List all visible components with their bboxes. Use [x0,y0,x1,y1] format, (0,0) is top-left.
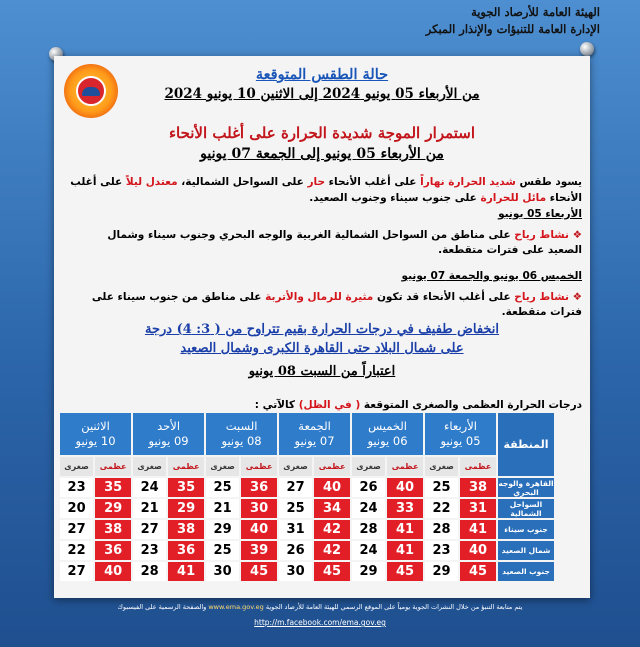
bullet-wind-thursday: ❖ نشاط رياح على أغلب الأنحاء قد تكون مثيرة للرمال والأتربة على مناطق من جنوب سيناء على فترات متقطعة. [91,291,582,318]
headline-heatwave: استمرار الموجة شديدة الحرارة على أغلب الأنحاء [168,124,476,142]
temperature-drop-line1: انخفاض طفيف في درجات الحرارة بقيم تتراوح من ( 3: 4) درجة [144,322,500,337]
max-temp-cell: 29 [167,498,205,519]
max-temp-cell: 29 [94,498,132,519]
min-temp-cell: 26 [278,540,313,561]
min-temp-cell: 29 [424,561,459,582]
region-name: شمال الصعيد [497,540,555,561]
day-header: الخميس 06 يونيو [351,412,424,456]
region-name: جنوب سيناء [497,519,555,540]
temperature-drop-date: اعتباراً من السبت 08 يونيو [248,364,396,379]
table-title: درجات الحرارة العظمى والصغرى المتوقعة ( في الظل) كالآتي : [254,399,582,411]
day-header: الأربعاء 05 يونيو [424,412,497,456]
table-row [59,540,555,561]
max-temp-cell: 45 [386,561,424,582]
max-temp-cell: 45 [459,561,497,582]
min-temp-cell: 22 [59,540,94,561]
min-temp-cell: 25 [205,477,240,498]
table-row [59,477,555,498]
facebook-link[interactable]: http://m.facebook.com/ema.gov.eg [254,618,386,627]
min-temp-cell: 23 [132,540,167,561]
bulletin-title: حالة الطقس المتوقعة [255,66,389,83]
website-link[interactable]: www.ema.gov.eg [208,603,264,611]
max-temp-cell: 34 [313,498,351,519]
day-header: الجمعة 07 يونيو [278,412,351,456]
max-temp-cell: 40 [94,561,132,582]
min-temp-cell: 25 [278,498,313,519]
region-column-header: المنطقة [497,412,555,477]
max-temp-cell: 35 [94,477,132,498]
bulletin-period: من الأربعاء 05 يونيو 2024 إلى الاثنين 10 يونيو 2024 [164,86,480,102]
min-label: صغرى [59,456,94,477]
max-temp-cell: 40 [313,477,351,498]
min-temp-cell: 25 [424,477,459,498]
min-temp-cell: 27 [59,561,94,582]
section-wednesday: الأربعاء 05 يونيو [498,208,582,220]
min-label: صغرى [351,456,386,477]
min-temp-cell: 29 [205,519,240,540]
min-temp-cell: 24 [132,477,167,498]
min-temp-cell: 23 [424,540,459,561]
max-temp-cell: 33 [386,498,424,519]
headline-dates: من الأربعاء 05 يونيو إلى الجمعة 07 يونيو [200,146,444,162]
min-temp-cell: 21 [132,498,167,519]
max-label: عظمى [386,456,424,477]
day-header: الاثنين 10 يونيو [59,412,132,456]
max-temp-cell: 42 [313,519,351,540]
max-temp-cell: 38 [167,519,205,540]
min-temp-cell: 27 [132,519,167,540]
pushpin-right-icon [580,42,594,56]
table-row [59,519,555,540]
temperature-drop-line2: على شمال البلاد حتى القاهرة الكبرى وشمال الصعيد [180,341,464,356]
max-label: عظمى [240,456,278,477]
max-label: عظمى [313,456,351,477]
min-temp-cell: 27 [59,519,94,540]
min-temp-cell: 24 [351,540,386,561]
max-temp-cell: 36 [167,540,205,561]
min-temp-cell: 28 [424,519,459,540]
max-temp-cell: 40 [459,540,497,561]
max-temp-cell: 36 [94,540,132,561]
footer-note: يتم متابعة التنبؤ من خلال النشرات الجوية يومياً على الموقع الرسمي للهيئة العامة للأرصاد الجوية www.ema.gov.eg والصفحة الرسمية على الفيسبوك [117,603,523,611]
min-label: صغرى [132,456,167,477]
max-label: عظمى [167,456,205,477]
max-temp-cell: 45 [240,561,278,582]
min-temp-cell: 21 [205,498,240,519]
diamond-bullet-icon: ❖ [568,229,582,241]
table-row [59,561,555,582]
max-temp-cell: 45 [313,561,351,582]
max-temp-cell: 30 [240,498,278,519]
diamond-bullet-icon: ❖ [568,291,582,303]
max-temp-cell: 41 [167,561,205,582]
temperature-table [58,411,556,583]
max-temp-cell: 38 [459,477,497,498]
max-temp-cell: 41 [386,540,424,561]
min-label: صغرى [278,456,313,477]
min-temp-cell: 26 [351,477,386,498]
max-label: عظمى [459,456,497,477]
organization-header [340,4,600,38]
min-temp-cell: 28 [351,519,386,540]
max-temp-cell: 40 [240,519,278,540]
max-temp-cell: 41 [386,519,424,540]
max-temp-cell: 41 [459,519,497,540]
min-temp-cell: 29 [351,561,386,582]
region-name: السواحل الشمالية [497,498,555,519]
min-temp-cell: 23 [59,477,94,498]
region-name: جنوب الصعيد [497,561,555,582]
min-temp-cell: 22 [424,498,459,519]
section-thursday-friday: الخميس 06 يونيو والجمعة 07 يونيو [401,270,582,282]
max-temp-cell: 36 [240,477,278,498]
min-label: صغرى [205,456,240,477]
forecast-bulletin [54,56,590,598]
max-temp-cell: 39 [240,540,278,561]
min-temp-cell: 20 [59,498,94,519]
min-temp-cell: 25 [205,540,240,561]
org-name: الهيئة العامة للأرصاد الجوية [471,5,600,19]
max-label: عظمى [94,456,132,477]
min-label: صغرى [424,456,459,477]
region-name: القاهرة والوجه البحري [498,478,554,497]
general-forecast-paragraph: يسود طقس شديد الحرارة نهاراً على أغلب الأنحاء حار على السواحل الشمالية، معتدل ليلاً على أغلب الأنحاء مائل للحرارة على جنوب سيناء وجنوب الصعيد. [70,176,582,204]
min-temp-cell: 30 [205,561,240,582]
bullet-wind-wednesday: ❖ نشاط رياح على مناطق من السواحل الشمالية الغربية والوجه البحري وجنوب سيناء وشمال الصعيد على فترات متقطعة. [107,229,582,256]
min-temp-cell: 28 [132,561,167,582]
min-temp-cell: 27 [278,477,313,498]
day-header: الأحد 09 يونيو [132,412,205,456]
day-header: السبت 08 يونيو [205,412,278,456]
max-temp-cell: 35 [167,477,205,498]
min-temp-cell: 31 [278,519,313,540]
max-temp-cell: 31 [459,498,497,519]
min-temp-cell: 30 [278,561,313,582]
min-temp-cell: 24 [351,498,386,519]
table-row [59,498,555,519]
max-temp-cell: 38 [94,519,132,540]
max-temp-cell: 40 [386,477,424,498]
max-temp-cell: 42 [313,540,351,561]
org-department: الإدارة العامة للتنبؤات والإنذار المبكر [425,22,600,36]
